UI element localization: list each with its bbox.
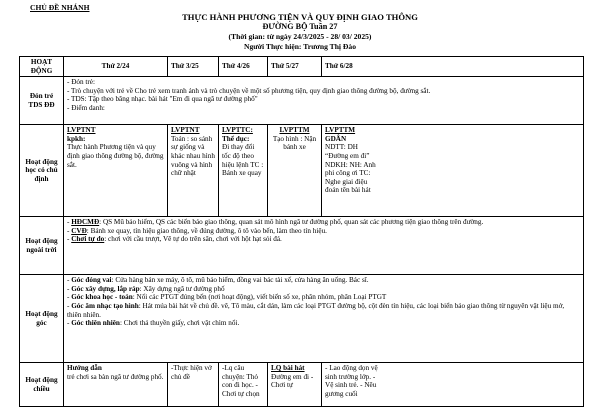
outdoor-text: : QS Mũ bảo hiểm, QS các biển báo giao thông, quan sát mô hình ngã tư đường phố, quan sát các phương tiện giao thông trên đường. (99, 218, 484, 227)
afternoon-wed (219, 363, 268, 407)
lesson-title: LVPTTM (325, 126, 356, 135)
afternoon-title: Hướng dẫn (67, 364, 102, 373)
afternoon-thu (268, 363, 322, 407)
welcome-row (20, 77, 584, 125)
outdoor-label: HĐCMĐ (71, 218, 100, 227)
outdoor-item: - HĐCMĐ: QS Mũ bảo hiểm, QS các biển báo giao thông, quan sát mô hình ngã tư đường phố, quan sát các phương tiện giao thông trên đường. (67, 218, 484, 227)
centers-content (64, 275, 584, 363)
day-header-fri: Thứ 6/28 (322, 57, 584, 77)
afternoon-body: -Thực hiện vở chủ đề (171, 364, 212, 381)
afternoon-body: Đường em đi - Chơi tự (271, 372, 314, 390)
center-label: Góc khoa học - toán (71, 293, 133, 302)
lesson-mon (64, 125, 168, 217)
afternoon-body: -Lq câu chuyện: Thỏ con đi học. - Chơi tự chọn (222, 364, 260, 398)
page-subtitle: ĐƯỜNG BỘ Tuần 27 (262, 22, 338, 31)
afternoon-title: LQ bài hát (271, 364, 305, 373)
day-header-thu: Thứ 5/27 (268, 57, 322, 77)
outdoor-item: - Chơi tự do: chơi với cầu trượt, Vẽ tự do trên sân, chơi với hột hạt sỏi đá. (67, 235, 282, 244)
day-header-mon: Thứ 2/24 (64, 57, 168, 77)
teacher-name: Người Thực hiện: Trương Thị Đào (243, 42, 357, 51)
lesson-title: LVPTTC: (222, 126, 253, 135)
lesson-subtitle: kpkh: (67, 134, 86, 143)
outdoor-label: CVĐ (71, 226, 87, 235)
schedule-table (19, 56, 584, 407)
lesson-tue (168, 125, 219, 217)
activity-outdoor: Hoạt động ngoài trời (20, 217, 64, 275)
lesson-title: LVPTNT (67, 126, 96, 135)
lesson-subtitle: Thể dục: (222, 134, 250, 143)
center-label: Góc thiên nhiên (71, 319, 120, 328)
day-header-tue: Thứ 3/25 (168, 57, 219, 77)
center-text: : Xây dựng ngã tư đường phố (139, 284, 225, 293)
outdoor-text: : chơi với cầu trượt, Vẽ tự do trên sân, chơi với hột hạt sỏi đá. (104, 235, 282, 244)
activity-column-header: HOẠT ĐỘNG (20, 57, 64, 77)
header-row (20, 57, 584, 77)
lesson-row (20, 125, 584, 217)
center-label: Góc đóng vai (71, 276, 112, 285)
lesson-title: LVPTNT (171, 126, 200, 135)
lesson-body: Đi thay đổi tốc độ theo hiệu lệnh TC : Bánh xe quay (222, 143, 264, 178)
lesson-wed (219, 125, 268, 217)
outdoor-label: Chơi tự do (71, 235, 105, 244)
welcome-line: - Đón trẻ: (67, 78, 95, 87)
center-text: : Cửa hàng bán xe máy, ô tô, mũ bảo hiểm, đồng vai bác tài xế, cửa hàng ăn uống. Bác sĩ. (111, 276, 369, 285)
welcome-line: - TDS: Tập theo băng nhạc. bài hát "Em đi qua ngã tư đường phố" (67, 95, 258, 104)
outdoor-row (20, 217, 584, 275)
lesson-thu (268, 125, 322, 217)
centers-row (20, 275, 584, 363)
welcome-content (64, 77, 584, 125)
topic-heading: CHỦ ĐỀ NHÁNH (30, 3, 90, 12)
center-label: Góc xây dựng, lắp ráp (71, 284, 140, 293)
center-item: - Góc đóng vai: Cửa hàng bán xe máy, ô tô, mũ bảo hiểm, đồng vai bác tài xế, cửa hàng ăn uống. Bác sĩ. (67, 276, 369, 285)
page-title: THỰC HÀNH PHƯƠNG TIỆN VÀ QUY ĐỊNH GIAO THÔNG (182, 12, 418, 22)
center-item: - Góc thiên nhiên: Chơi thả thuyền giấy, chơi vật chìm nổi. (67, 319, 240, 328)
afternoon-tue (168, 363, 219, 407)
center-text: : Nối các PTGT đúng bến (nơi hoạt động), viết biển số xe, phân nhóm, phân Loại PTGT (132, 293, 387, 302)
center-item: - Góc khoa học - toán: Nối các PTGT đúng bến (nơi hoạt động), viết biển số xe, phân nhóm, phân Loại PTGT (67, 293, 387, 302)
lesson-body: Tạo hình : Nặn bánh xe (272, 134, 317, 152)
lesson-body: Thực hành Phương tiện và quy định giao thông đường bộ, đường sắt. (67, 143, 164, 169)
center-text: : Hát múa bài hát về chủ đề. vẽ, Tô màu, cắt dán, làm các loại PTGT đường bộ, cột đèn tín hiệu, các loại biển báo giao thông từ nguyên vật liệu mở, thiên nhiên. (67, 301, 565, 319)
lesson-title: LVPTTM (279, 126, 310, 135)
outdoor-text: : Bánh xe quay, tín hiệu giao thông, về đúng đường, ô tô vào bến, làm theo tín hiệu. (86, 226, 327, 235)
center-text: : Chơi thả thuyền giấy, chơi vật chìm nổi. (119, 319, 240, 328)
activity-welcome: Đón trẻ TDS ĐĐ (20, 77, 64, 125)
lesson-fri (322, 125, 584, 217)
lesson-body: NDTT: DH “Đường em đi” NDKH: NH: Anh phi công ơi TC: Nghe giai điệu đoán tên bài hát (325, 143, 376, 195)
welcome-line: - Điểm danh: (67, 103, 105, 112)
center-item: - Góc xây dựng, lắp ráp: Xây dựng ngã tư đường phố (67, 284, 225, 293)
day-header-wed: Thứ 4/26 (219, 57, 268, 77)
welcome-line: - Trò chuyện với trẻ về Cho trẻ xem tranh ảnh và trò chuyện về một số phương tiện, quy định giao thông đường bộ, đường sắt. (67, 86, 431, 95)
lesson-subtitle: GDÂN (325, 134, 347, 143)
activity-lesson: Hoạt động học có chủ định (20, 125, 64, 217)
lesson-body: Toán : so sánh sự giống và khác nhau hình vuông và hình chữ nhật (171, 134, 215, 178)
outdoor-content (64, 217, 584, 275)
outdoor-item: - CVĐ: Bánh xe quay, tín hiệu giao thông, về đúng đường, ô tô vào bến, làm theo tín hiệu. (67, 226, 327, 235)
afternoon-body: trẻ chơi sa bàn ngã tư đường phố. (67, 372, 164, 381)
afternoon-body: - Lao động dọn vệ sinh trường lớp. - Vệ sinh trẻ. - Nêu gương cuối (325, 364, 378, 398)
afternoon-row (20, 363, 584, 407)
center-item: - Góc âm nhạc tạo hình: Hát múa bài hát về chủ đề. vẽ, Tô màu, cắt dán, làm các loại PTGT đường bộ, cột đèn tín hiệu, các loại biển báo giao thông từ nguyên vật liệu mở, thiên nhiên. (67, 301, 565, 319)
afternoon-mon (64, 363, 168, 407)
activity-centers: Hoạt động góc (20, 275, 64, 363)
date-range: (Thời gian: từ ngày 24/3/2025 - 28/ 03/ 2025) (228, 32, 372, 41)
center-label: Góc âm nhạc tạo hình (71, 301, 139, 310)
activity-afternoon: Hoạt động chiều (20, 363, 64, 407)
afternoon-fri (322, 363, 584, 407)
